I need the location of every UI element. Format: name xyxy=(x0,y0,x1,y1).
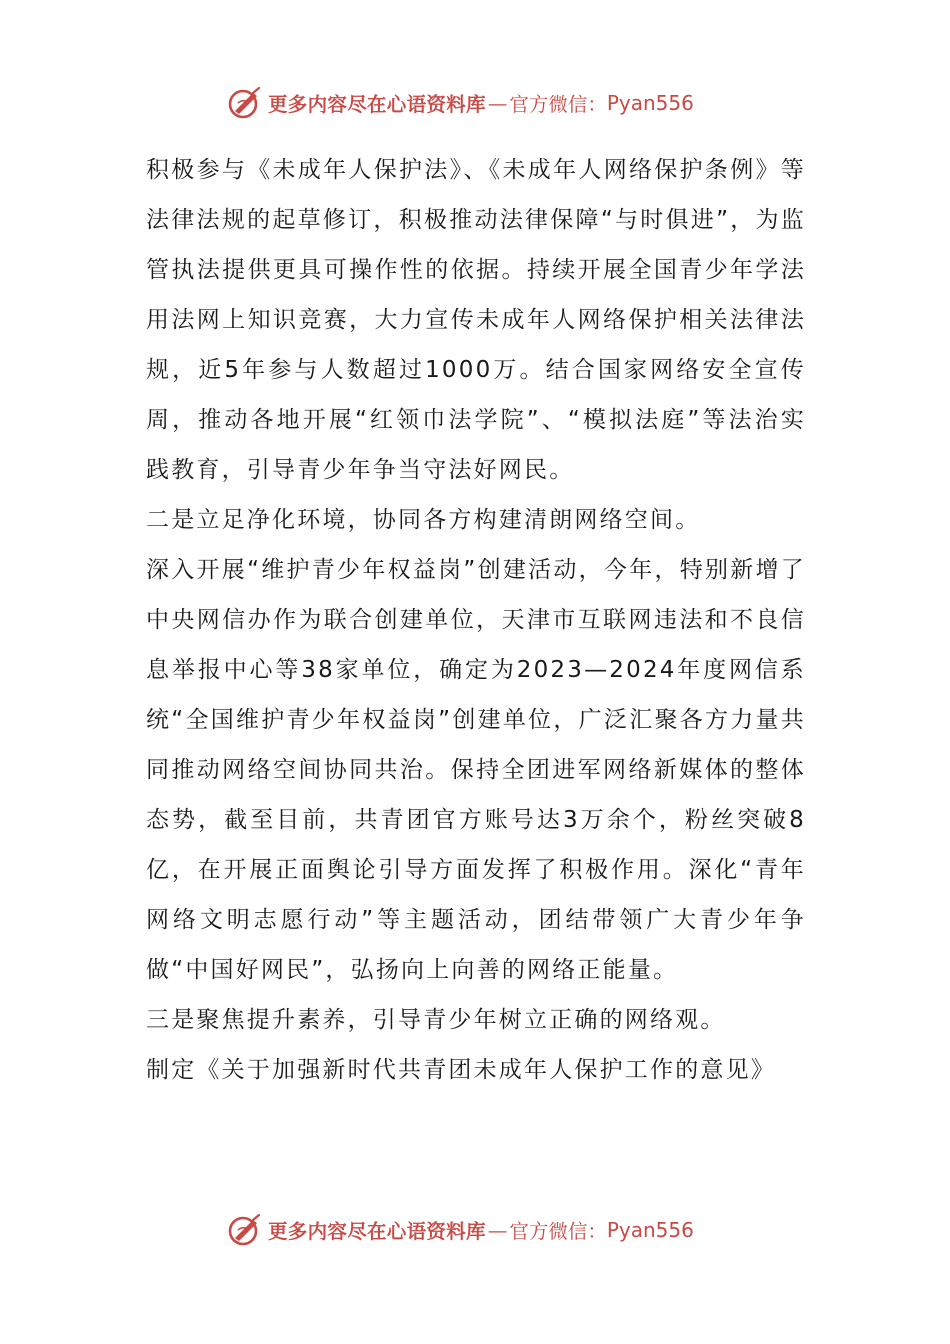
watermark-wechat-id: Pyan556 xyxy=(606,91,694,115)
pen-logo-icon xyxy=(226,85,262,121)
paragraph: 积极参与《未成年人保护法》、《未成年人网络保护条例》等法律法规的起草修订，积极推动法律保障“与时俱进”，为监管执法提供更具可操作性的依据。持续开展全国青少年学法用法网上知识竞赛，大力宣传未成年人网络保护相关法律法规，近5年参与人数超过1000万。结合国家网络安全宣传周，推动各地开展“红领巾法学院”、“模拟法庭”等法治实践教育，引导青少年争当守法好网民。 xyxy=(146,157,806,483)
watermark-dash: — xyxy=(487,91,508,115)
section-heading: 二是立足净化环境，协同各方构建清朗网络空间。 xyxy=(146,507,701,533)
document-body xyxy=(146,145,806,1095)
watermark-text: 更多内容尽在心语资料库 xyxy=(268,1220,486,1243)
header-watermark xyxy=(226,83,694,123)
watermark-dash: — xyxy=(487,1218,508,1242)
footer-watermark xyxy=(226,1210,694,1250)
paragraph: 深入开展“维护青少年权益岗”创建活动，今年，特别新增了中央网信办作为联合创建单位，天津市互联网违法和不良信息举报中心等38家单位，确定为2023—2024年度网信系统“全国维护青少年权益岗”创建单位，广泛汇聚各方力量共同推动网络空间协同共治。保持全团进军网络新媒体的整体态势，截至目前，共青团官方账号达3万余个，粉丝突破8亿，在开展正面舆论引导方面发挥了积极作用。深化“青年网络文明志愿行动”等主题活动，团结带领广大青少年争做“中国好网民”，弘扬向上向善的网络正能量。 xyxy=(146,557,806,983)
watermark-wechat-id: Pyan556 xyxy=(606,1218,694,1242)
pen-logo-icon xyxy=(226,1212,262,1248)
section-heading: 三是聚焦提升素养，引导青少年树立正确的网络观。 xyxy=(146,1007,726,1033)
watermark-wechat-label: 官方微信： xyxy=(509,93,607,116)
watermark-text: 更多内容尽在心语资料库 xyxy=(268,93,486,116)
paragraph: 制定《关于加强新时代共青团未成年人保护工作的意见》 xyxy=(146,1057,776,1083)
watermark-wechat-label: 官方微信： xyxy=(509,1220,607,1243)
